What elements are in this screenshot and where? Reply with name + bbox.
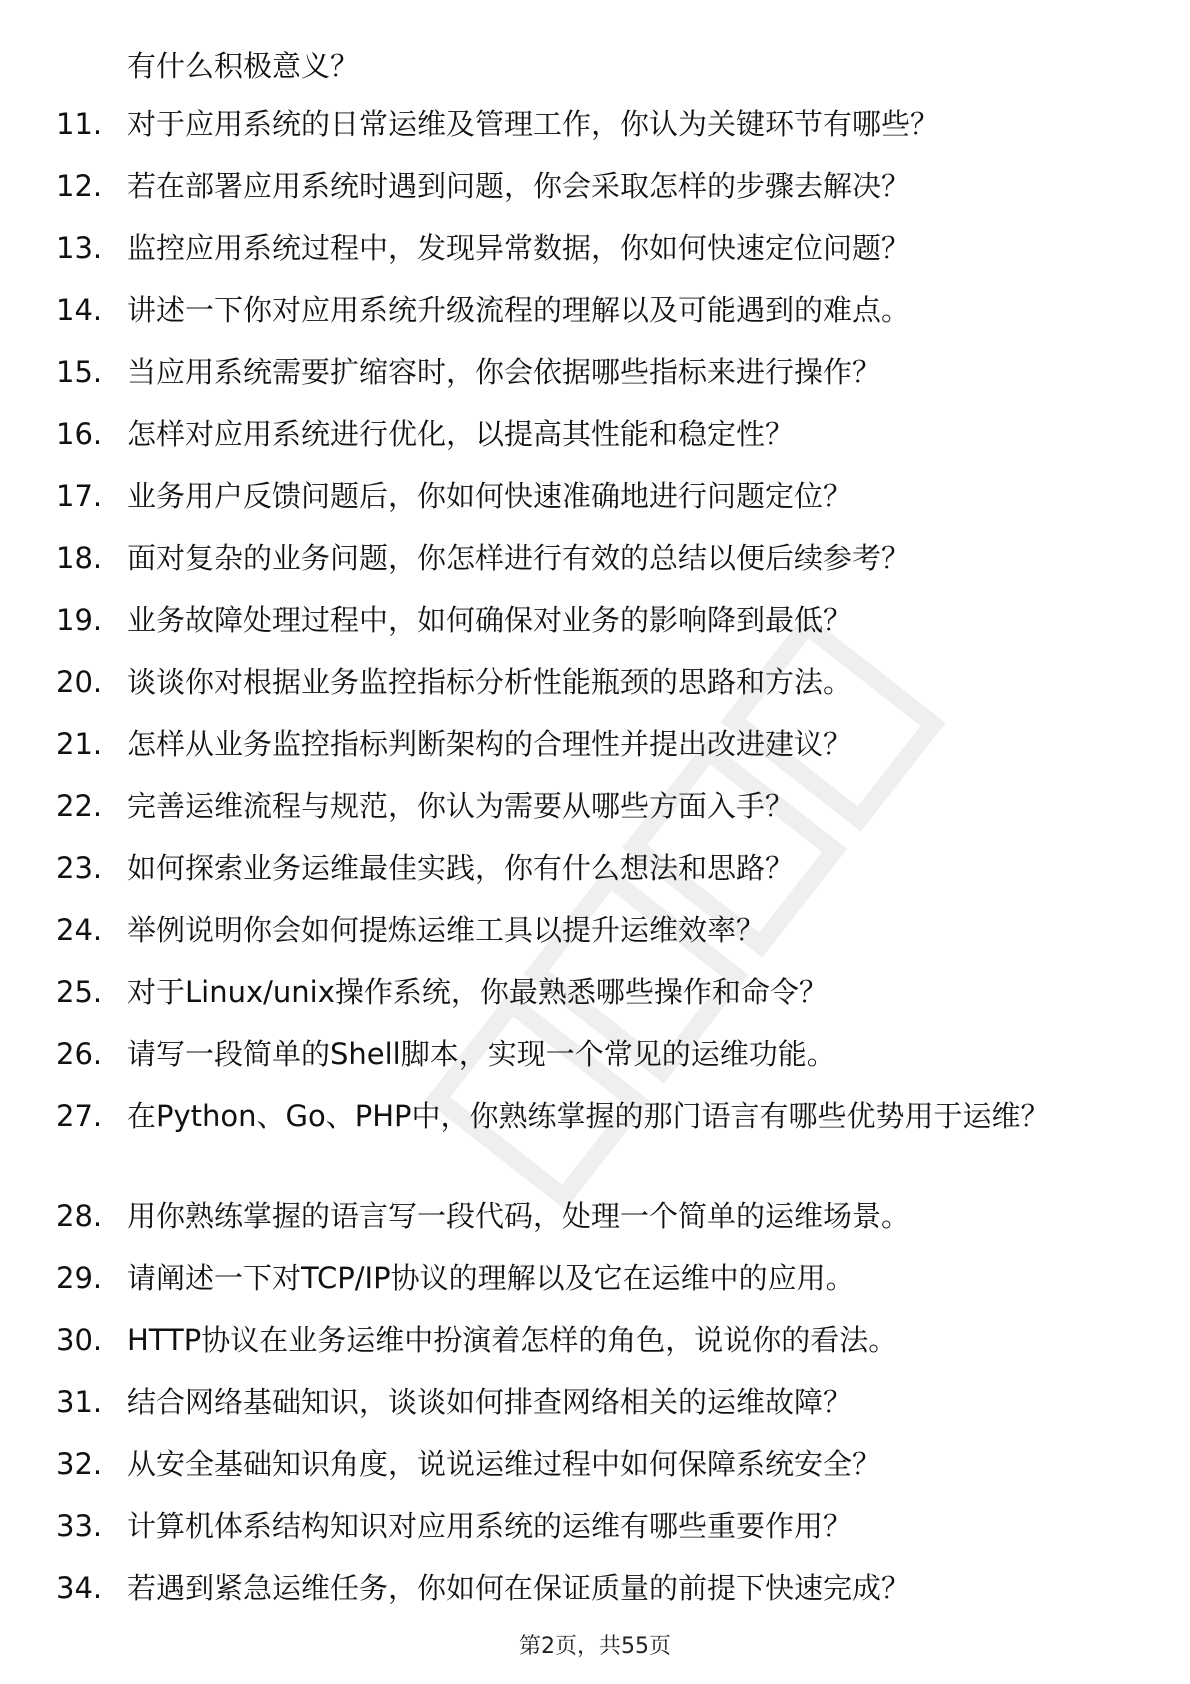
question-number: 14. [56,293,103,327]
question-number: 27. [56,1099,103,1133]
question-text: 对于Linux/unix操作系统，你最熟悉哪些操作和命令？ [127,975,828,1009]
question-text: 业务故障处理过程中，如何确保对业务的影响降到最低？ [127,603,853,637]
question-item [0,1034,1190,1096]
question-item [0,1196,1190,1258]
question-text: 面对复杂的业务问题，你怎样进行有效的总结以便后续参考？ [127,541,911,575]
question-text: 当应用系统需要扩缩容时，你会依据哪些指标来进行操作？ [127,355,882,389]
question-number: 21. [56,727,103,761]
question-number: 31. [56,1385,103,1419]
question-item [0,910,1190,972]
continued-question-text: 有什么积极意义？ [127,49,360,83]
question-item [0,972,1190,1034]
question-list [0,104,1190,1630]
question-text: 请写一段简单的Shell脚本，实现一个常见的运维功能。 [127,1037,836,1071]
question-item [0,724,1190,786]
question-item [0,662,1190,724]
question-text: 怎样从业务监控指标判断架构的合理性并提出改进建议？ [127,727,853,761]
question-item [0,290,1190,352]
question-item [0,1382,1190,1444]
question-number: 11. [56,107,103,141]
question-item [0,1258,1190,1320]
question-number: 28. [56,1199,103,1233]
question-item [0,1568,1190,1630]
question-text: 对于应用系统的日常运维及管理工作，你认为关键环节有哪些？ [127,107,940,141]
question-text: 如何探索业务运维最佳实践，你有什么想法和思路？ [127,851,795,885]
question-text: 完善运维流程与规范，你认为需要从哪些方面入手？ [127,789,795,823]
page-number-footer: 第2页，共55页 [519,1634,671,1659]
question-text: 从安全基础知识角度，说说运维过程中如何保障系统安全？ [127,1447,882,1481]
question-number: 29. [56,1261,103,1295]
question-text: 怎样对应用系统进行优化，以提高其性能和稳定性？ [127,417,795,451]
question-number: 34. [56,1571,103,1605]
question-number: 12. [56,169,103,203]
question-number: 33. [56,1509,103,1543]
question-item [0,786,1190,848]
question-item [0,166,1190,228]
question-item [0,848,1190,910]
question-item [0,538,1190,600]
question-item [0,228,1190,290]
question-text: 讲述一下你对应用系统升级流程的理解以及可能遇到的难点。 [127,293,911,327]
question-text: 用你熟练掌握的语言写一段代码，处理一个简单的运维场景。 [127,1199,911,1233]
question-item [0,414,1190,476]
question-number: 22. [56,789,103,823]
question-text: 计算机体系结构知识对应用系统的运维有哪些重要作用？ [127,1509,853,1543]
question-number: 24. [56,913,103,947]
question-item [0,476,1190,538]
question-item [0,1096,1190,1196]
question-number: 16. [56,417,103,451]
question-number: 13. [56,231,103,265]
question-number: 20. [56,665,103,699]
question-text: 举例说明你会如何提炼运维工具以提升运维效率？ [127,913,766,947]
question-text: 业务用户反馈问题后，你如何快速准确地进行问题定位？ [127,479,853,513]
question-number: 30. [56,1323,103,1357]
question-item [0,1320,1190,1382]
question-number: 26. [56,1037,103,1071]
question-text: 请阐述一下对TCP/IP协议的理解以及它在运维中的应用。 [127,1261,855,1295]
question-number: 32. [56,1447,103,1481]
question-number: 18. [56,541,103,575]
question-text: 监控应用系统过程中，发现异常数据，你如何快速定位问题？ [127,231,911,265]
question-number: 23. [56,851,103,885]
question-item [0,600,1190,662]
question-item [0,1506,1190,1568]
question-item [0,352,1190,414]
question-text: 若在部署应用系统时遇到问题，你会采取怎样的步骤去解决？ [127,169,911,203]
question-number: 15. [56,355,103,389]
question-number: 25. [56,975,103,1009]
question-text: 谈谈你对根据业务监控指标分析性能瓶颈的思路和方法。 [127,665,853,699]
question-item [0,104,1190,166]
question-text: 结合网络基础知识，谈谈如何排查网络相关的运维故障？ [127,1385,853,1419]
question-number: 19. [56,603,103,637]
question-item [0,1444,1190,1506]
question-text: HTTP协议在业务运维中扮演着怎样的角色，说说你的看法。 [127,1323,898,1357]
question-number: 17. [56,479,103,513]
question-text: 在Python、Go、PHP中，你熟练掌握的那门语言有哪些优势用于运维？ [127,1099,1050,1133]
question-text: 若遇到紧急运维任务，你如何在保证质量的前提下快速完成？ [127,1571,911,1605]
